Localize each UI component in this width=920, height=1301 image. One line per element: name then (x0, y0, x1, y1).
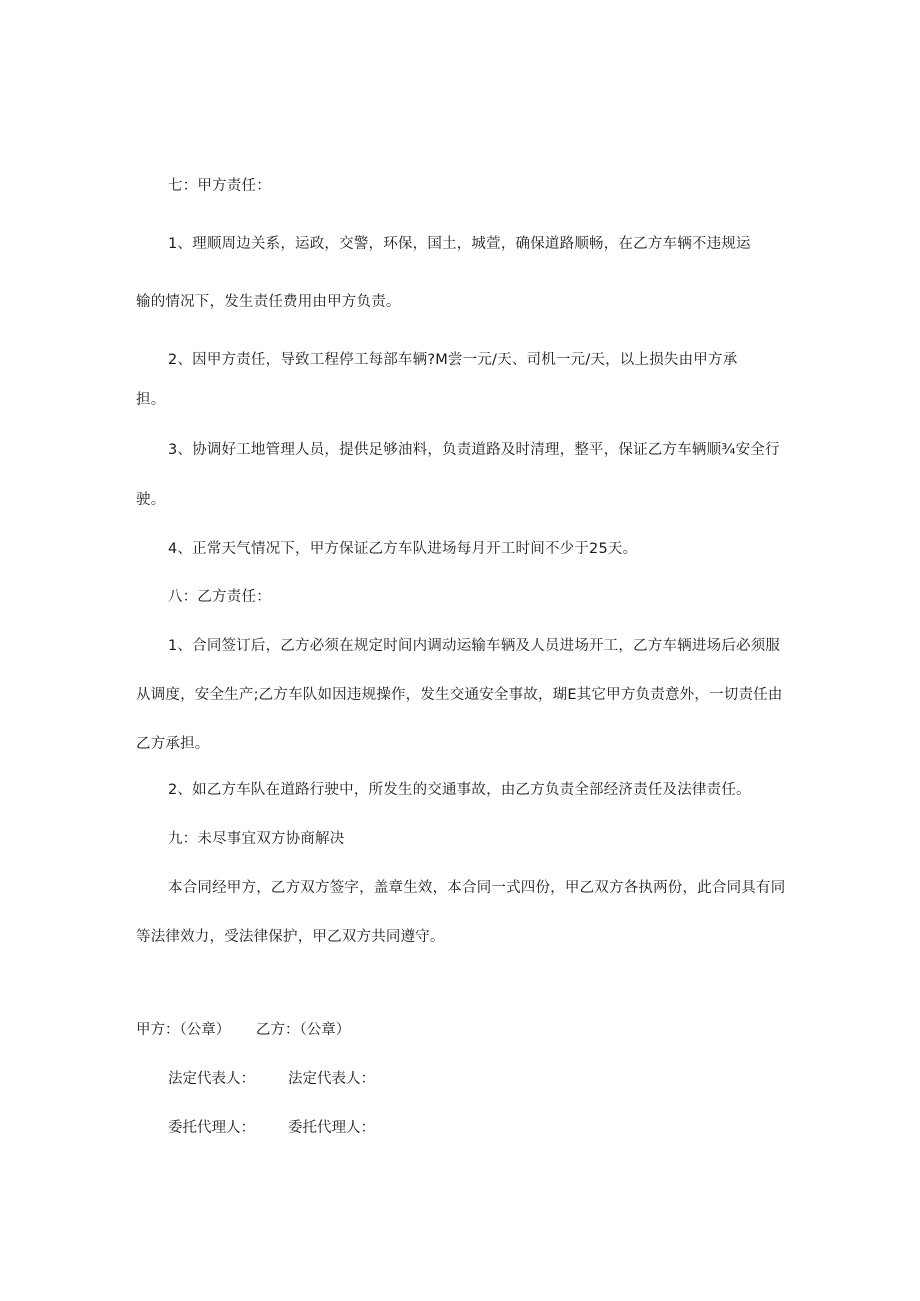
section-7-heading: 七：甲方责任： (168, 178, 271, 194)
s9-para-line1: 本合同经甲方，乙方双方签字，盖章生效，本合同一式四份，甲乙双方各执两份，此合同具有同 (168, 880, 786, 896)
party-b-legal-rep-label: 法定代表人： (288, 1071, 375, 1087)
s7-item3-line2: 驶。 (136, 492, 166, 508)
party-b-agent-label: 委托代理人： (288, 1120, 375, 1136)
party-b-seal-label: 乙方：（公章） (256, 1022, 351, 1038)
party-a-legal-rep-label: 法定代表人： (168, 1071, 255, 1087)
s8-item2-line1: 2、如乙方车队在道路行驶中，所发生的交通事故，由乙方负责全部经济责任及法律责任。 (168, 782, 751, 798)
s8-item1-line3: 乙方承担。 (136, 736, 210, 752)
party-a-seal-label: 甲方：（公章） (136, 1022, 231, 1038)
section-9-heading: 九：未尽事宜双方协商解决 (168, 831, 345, 847)
s7-item2-line2: 担。 (136, 392, 166, 408)
party-a-agent-label: 委托代理人： (168, 1120, 255, 1136)
s8-item1-line1: 1、合同签订后，乙方必须在规定时间内调动运输车辆及人员进场开工，乙方车辆进场后必须服 (168, 638, 781, 654)
s7-item1-line2: 输的情况下，发生责任费用由甲方负责。 (136, 294, 401, 310)
s9-para-line2: 等法律效力，受法律保护，甲乙双方共同遵守。 (136, 929, 445, 945)
s7-item3-line1: 3、协调好工地管理人员，提供足够油料，负责道路及时清理，整平，保证乙方车辆顺¾安全行 (168, 442, 780, 458)
s7-item2-line1: 2、因甲方责任，导致工程停工每部车辆?M尝一元/天、司机一元/天，以上损失由甲方承 (168, 352, 738, 368)
s7-item1-line1: 1、理顺周边关系，运政，交警，环保，国土，城萱，确保道路顺畅，在乙方车辆不违规运 (168, 236, 751, 252)
section-8-heading: 八：乙方责任： (168, 589, 271, 605)
s7-item4-line1: 4、正常天气情况下，甲方保证乙方车队进场每月开工时间不少于25天。 (168, 541, 638, 557)
s8-item1-line2: 从调度，安全生产;乙方车队如因违规操作，发生交通安全事故，瑚E其它甲方负责意外，一切责任由 (136, 687, 783, 703)
